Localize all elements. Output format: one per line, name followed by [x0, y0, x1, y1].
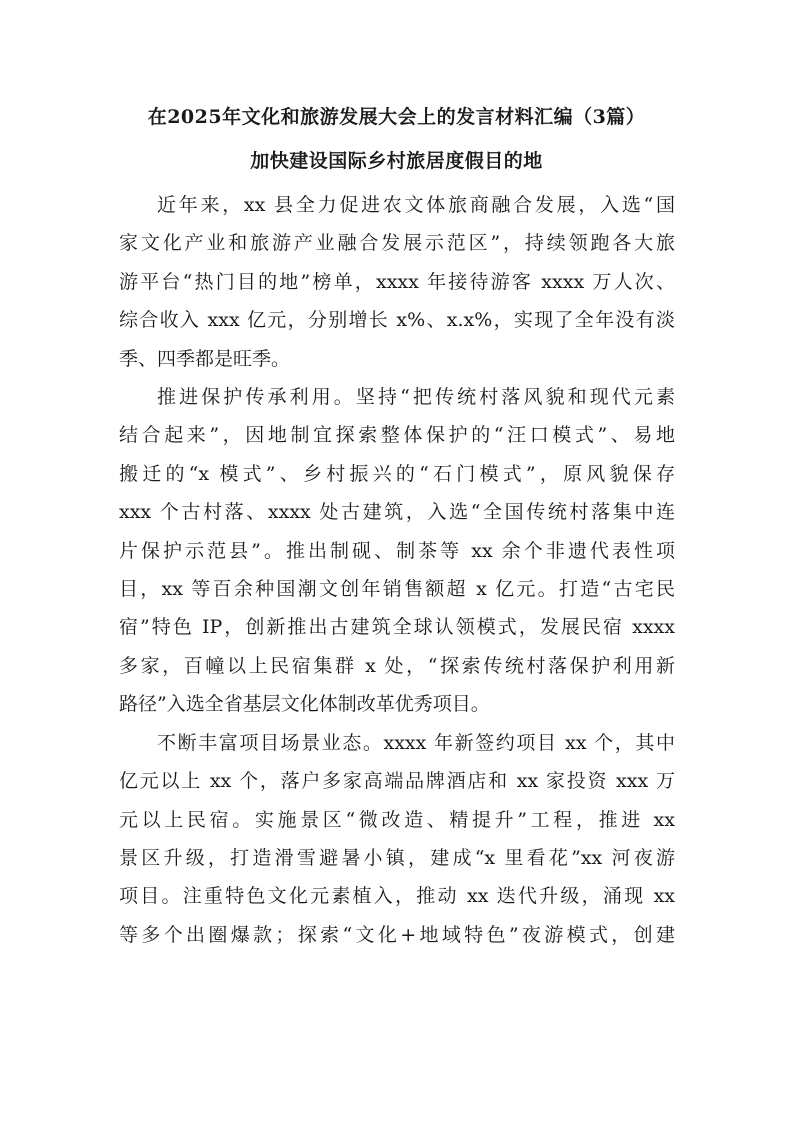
document-subtitle: 加快建设国际乡村旅居度假目的地 — [250, 150, 543, 172]
paragraph-line: 游平台“热门目的地”榜单，xxxx 年接待游客 xxxx 万人次、 — [119, 270, 675, 293]
paragraph-3 — [119, 724, 675, 954]
paragraph-line: 近年来，xx 县全力促进农文体旅商融合发展，入选“国 — [157, 194, 675, 216]
paragraph-line: 亿元以上 xx 个，落户多家高端品牌酒店和 xx 家投资 xxx 万 — [119, 770, 675, 793]
paragraph-line: 推进保护传承利用。坚持“把传统村落风貌和现代元素 — [157, 386, 675, 409]
paragraph-line: 景区升级，打造滑雪避暑小镇，建成“x 里看花”xx 河夜游 — [119, 846, 675, 869]
paragraph-1 — [119, 186, 675, 378]
paragraph-line: 多家，百幢以上民宿集群 x 处，“探索传统村落保护利用新 — [119, 654, 675, 677]
document-title: 在2025年文化和旅游发展大会上的发言材料汇编（3篇） — [147, 106, 646, 128]
paragraph-line: xxx 个古村落、xxxx 处古建筑，入选“全国传统村落集中连 — [119, 501, 675, 524]
paragraph-line: 家文化产业和旅游产业融合发展示范区”，持续领跑各大旅 — [119, 232, 675, 255]
paragraph-line: 元以上民宿。实施景区“微改造、精提升”工程，推进 xx — [119, 808, 675, 831]
paragraph-line: 目，xx 等百余种国潮文创年销售额超 x 亿元。打造“古宅民 — [119, 578, 675, 601]
paragraph-line: 等多个出圈爆款；探索“文化+地域特色”夜游模式，创建 — [119, 923, 675, 946]
paragraph-line: 路径”入选全省基层文化体制改革优秀项目。 — [119, 693, 490, 716]
paragraph-line: 搬迁的“x 模式”、乡村振兴的“石门模式”，原风貌保存 — [119, 462, 675, 485]
document-body — [119, 186, 675, 954]
paragraph-line: 片保护示范县”。推出制砚、制茶等 xx 余个非遗代表性项 — [119, 539, 675, 562]
paragraph-2 — [119, 378, 675, 724]
paragraph-line: 结合起来”，因地制宜探索整体保护的“汪口模式”、易地 — [119, 424, 675, 447]
paragraph-line: 不断丰富项目场景业态。xxxx 年新签约项目 xx 个，其中 — [157, 731, 675, 754]
paragraph-line: 项目。注重特色文化元素植入，推动 xx 迭代升级，涌现 xx — [119, 885, 675, 908]
paragraph-line: 综合收入 xxx 亿元，分别增长 x%、x.x%，实现了全年没有淡 — [119, 309, 675, 332]
paragraph-line: 季、四季都是旺季。 — [119, 347, 291, 370]
paragraph-line: 宿”特色 IP，创新推出古建筑全球认领模式，发展民宿 xxxx — [119, 616, 675, 639]
